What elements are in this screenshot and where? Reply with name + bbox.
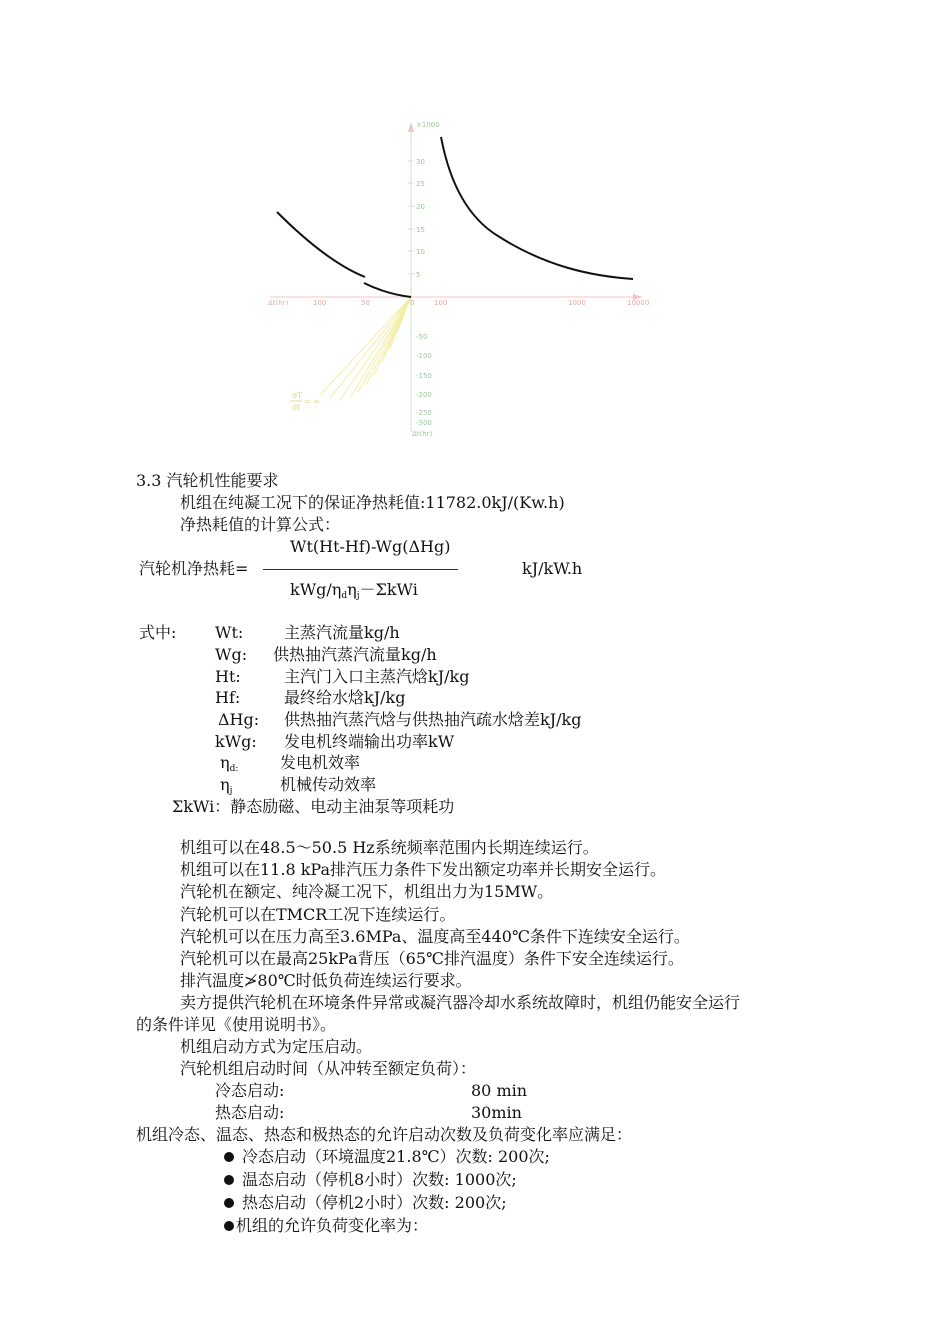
paragraph: 机组启动方式为定压启动。 (180, 1037, 373, 1056)
y-axis-arrow (408, 122, 414, 132)
den-sub1: d (341, 591, 348, 601)
paragraph: 汽轮机可以在TMCR工况下连续运行。 (180, 905, 456, 924)
formula-lhs: 汽轮机净热耗= (139, 559, 249, 578)
temperature-curve-chart (0, 0, 950, 450)
bullet-item: 冷态启动（环境温度21.8℃）次数: 200次; (224, 1147, 550, 1167)
paragraph: 排汽温度≯80℃时低负荷连续运行要求。 (180, 971, 472, 990)
bullet-item: 机组的允许负荷变化率为： (224, 1216, 428, 1236)
counts-intro: 机组冷态、温态、热态和极热态的允许启动次数及负荷变化率应满足： (136, 1125, 633, 1144)
y-tick-label: 15 (416, 226, 425, 234)
def-symbol: Wt: (215, 623, 244, 642)
x-tick-label: 10000 (627, 299, 650, 307)
x-tick-label: 50 (361, 299, 370, 307)
def-symbol: Ht: (215, 667, 241, 686)
formula-denominator: dt (292, 403, 301, 412)
def-desc: 供热抽汽蒸汽焓与供热抽汽疏水焓差kJ/kg (284, 710, 582, 729)
def-last: ΣkWi：静态励磁、电动主油泵等项耗功 (172, 797, 455, 816)
formula-intro: 净热耗值的计算公式： (180, 515, 341, 534)
y-tick-label: -50 (416, 333, 428, 341)
x-tick-label: 1000 (568, 299, 586, 307)
formula-numerator: Wt(Ht-Hf)-Wg(ΔHg) (290, 537, 451, 556)
y-tick-label: 20 (416, 203, 425, 211)
paragraph: 汽轮机组启动时间（从冲转至额定负荷）： (180, 1059, 477, 1078)
curve-right (441, 137, 633, 279)
def-desc: 主蒸汽流量kg/h (284, 623, 400, 642)
den-c: －ΣkWi (359, 580, 418, 599)
bullet-icon (224, 1221, 234, 1231)
fraction-bar (263, 569, 458, 570)
den-b: η (347, 580, 357, 599)
bullet-icon (224, 1152, 234, 1162)
formula-numerator: dT (292, 391, 302, 400)
paragraph: 卖方提供汽轮机在环境条件异常或凝汽器冷却水系统故障时，机组仍能安全运行 (180, 993, 741, 1012)
section-heading: 3.3 汽轮机性能要求 (136, 471, 279, 490)
curve-left-lower (364, 283, 411, 297)
curve-left (277, 212, 365, 277)
paragraph: 汽轮机可以在最高25kPa背压（65℃排汽温度）条件下安全连续运行。 (180, 949, 684, 968)
gradient-fan-lines (320, 297, 411, 400)
def-desc: 主汽门入口主蒸汽焓kJ/kg (284, 667, 470, 686)
def-symbol: kWg: (215, 732, 257, 751)
startup-label: 冷态启动: (215, 1081, 285, 1100)
def-desc: 机械传动效率 (280, 775, 377, 794)
bullet-icon (224, 1175, 234, 1185)
paragraph: 汽轮机在额定、纯冷凝工况下，机组出力为15MW。 (180, 882, 554, 901)
y-tick-label: 5 (416, 271, 421, 279)
den-sub2: j (356, 591, 360, 601)
formula-rhs: = ∞ (304, 397, 320, 406)
x-tick-label: 100 (313, 299, 327, 307)
y-tick-label: 25 (416, 180, 425, 188)
y-axis-bottom-label: Δt(hr) (412, 430, 433, 438)
formula-denominator (290, 580, 418, 603)
x-tick-label: 100 (434, 299, 448, 307)
paragraph: 汽轮机可以在压力高至3.6MPa、温度高至440℃条件下连续安全运行。 (180, 927, 690, 946)
y-tick-label: 30 (416, 158, 425, 166)
x-tick-label: Δt(hr) (268, 299, 289, 307)
def-symbol: ΔHg: (218, 710, 260, 729)
y-tick-label: -100 (416, 352, 432, 360)
def-desc: 发电机效率 (280, 753, 361, 772)
y-tick-label: 10 (416, 248, 425, 256)
paragraph: 机组可以在11.8 kPa排汽压力条件下发出额定功率并长期安全运行。 (180, 860, 666, 879)
bullet-item: 热态启动（停机2小时）次数: 200次; (224, 1193, 507, 1213)
paragraph-continuation: 的条件详见《使用说明书》。 (136, 1015, 337, 1034)
formula-unit: kJ/kW.h (522, 559, 583, 578)
y-axis-top-label: ×1000 (416, 121, 440, 129)
y-tick-label: -150 (416, 372, 432, 380)
x-tick-label: 0 (410, 299, 415, 307)
def-desc: 最终给水焓kJ/kg (284, 688, 406, 707)
def-symbol: ηj (220, 775, 233, 796)
defs-intro: 式中: (139, 623, 177, 642)
def-desc: 发电机终端输出功率kW (284, 732, 455, 751)
den-a: kWg/η (290, 580, 342, 599)
guarantee-text: 机组在纯凝工况下的保证净热耗值:11782.0kJ/(Kw.h) (180, 493, 565, 512)
def-symbol: Wg: (215, 645, 248, 664)
paragraph: 机组可以在48.5～50.5 Hz系统频率范围内长期连续运行。 (180, 838, 599, 857)
startup-value: 80 min (471, 1081, 528, 1100)
startup-label: 热态启动: (215, 1103, 285, 1122)
startup-value: 30min (471, 1103, 522, 1122)
def-symbol: ηd: (220, 753, 239, 774)
y-tick-label: -250 (416, 409, 432, 417)
y-tick-label: -200 (416, 391, 432, 399)
def-desc: 供热抽汽蒸汽流量kg/h (273, 645, 437, 664)
y-tick-label: -300 (416, 419, 432, 427)
bullet-icon (224, 1198, 234, 1208)
def-symbol: Hf: (215, 688, 241, 707)
bullet-item: 温态启动（停机8小时）次数: 1000次; (224, 1170, 517, 1190)
